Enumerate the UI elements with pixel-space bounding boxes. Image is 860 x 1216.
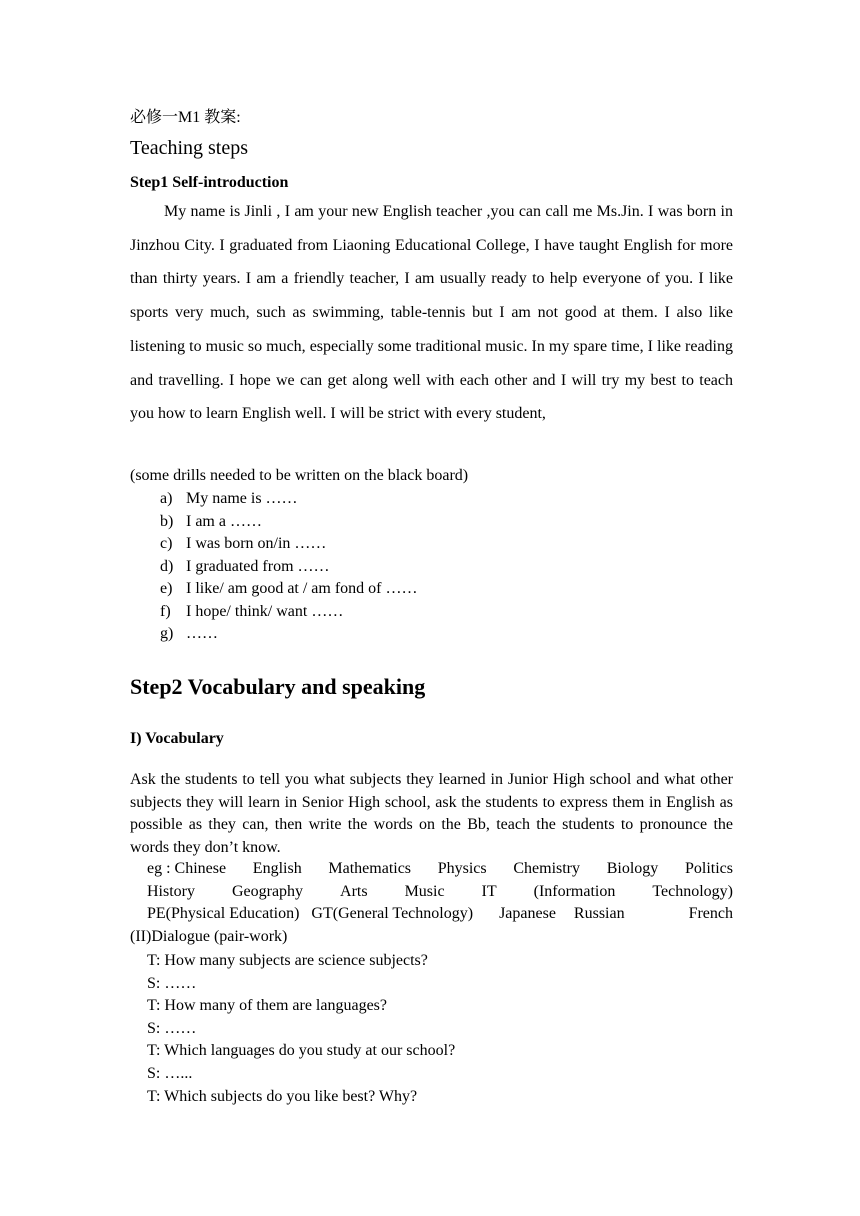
dialogue-heading: (II)Dialogue (pair-work)	[130, 928, 288, 945]
list-item	[160, 556, 418, 579]
list-text: I like/ am good at / am fond of ……	[186, 580, 418, 597]
drills-list	[160, 488, 418, 646]
list-text: ……	[186, 625, 218, 642]
dialogue-line: T: How many subjects are science subjects?	[147, 952, 428, 969]
dialogue-line: T: Which subjects do you like best? Why?	[147, 1087, 418, 1105]
document-header: 必修一M1 教案:	[130, 109, 241, 126]
vocabulary-paragraph: Ask the students to tell you what subjects they learned in Junior High school and what other subjects they will learn in Senior High school, ask the students to express them in English as possible as they can, then write the words on the Bb, teach the students to pronounce the words they don’t know.	[130, 771, 733, 856]
dialogue-line: S: ……	[147, 1019, 197, 1037]
list-marker: g)	[160, 625, 174, 642]
subject-word: Music	[404, 883, 445, 900]
subject-word: eg : Chinese	[147, 860, 227, 877]
list-text: I hope/ think/ want ……	[186, 602, 344, 620]
subjects-row-2	[147, 883, 733, 901]
list-item	[160, 533, 418, 556]
subject-word: Mathematics	[328, 860, 412, 877]
subject-word: History	[147, 883, 195, 900]
subject-word: Biology	[606, 860, 659, 877]
subject-word: Physics	[437, 860, 487, 877]
list-marker: e)	[160, 580, 173, 597]
step1-heading: Step1 Self-introduction	[130, 174, 289, 191]
dialogue-line: T: How many of them are languages?	[147, 997, 388, 1015]
subject-word: Geography	[231, 883, 304, 900]
subject-word: IT	[481, 883, 497, 900]
list-marker: c)	[160, 535, 173, 552]
subject-word: PE(Physical Education)	[147, 905, 300, 922]
list-marker: d)	[160, 557, 174, 575]
list-marker: f)	[160, 602, 171, 620]
list-item	[160, 578, 418, 601]
section-title-teaching-steps: Teaching steps	[130, 137, 249, 159]
dialogue-line: T: Which languages do you study at our school?	[147, 1042, 456, 1060]
list-text: I am a ……	[186, 512, 262, 530]
vocabulary-heading: I) Vocabulary	[130, 730, 224, 747]
subject-word: English	[252, 860, 302, 877]
subject-word: Japanese	[499, 905, 556, 922]
subject-word: GT(General Technology)	[311, 905, 474, 922]
list-item	[160, 601, 418, 624]
subjects-row-1	[147, 860, 733, 878]
subject-word: Technology)	[652, 883, 733, 900]
subject-word: Chemistry	[513, 860, 581, 877]
subject-word: Politics	[684, 860, 733, 877]
subject-word: Arts	[340, 883, 368, 900]
list-item	[160, 488, 418, 511]
list-item	[160, 623, 418, 646]
drills-note: (some drills needed to be written on the black board)	[130, 467, 469, 484]
self-introduction-paragraph	[130, 195, 733, 431]
dialogue-line: S: ……	[147, 974, 197, 992]
dialogue-lines	[147, 950, 455, 1108]
list-marker: b)	[160, 512, 174, 530]
subject-word: French	[688, 905, 733, 922]
list-text: I graduated from ……	[186, 557, 330, 575]
subject-word: (Information	[533, 883, 616, 900]
list-text: My name is ……	[186, 490, 298, 507]
subject-word: Russian	[573, 905, 625, 922]
list-text: I was born on/in ……	[186, 535, 327, 552]
step2-heading: Step2 Vocabulary and speaking	[130, 674, 426, 699]
dialogue-line: S: …...	[147, 1064, 193, 1082]
subjects-row-3	[147, 905, 733, 923]
list-marker: a)	[160, 490, 173, 507]
self-introduction-text: My name is Jinli , I am your new English teacher ,you can call me Ms.Jin. I was born in Jinzhou City. I graduated from Liaoning Educational College, I have taught English for more than thirty years. I am a friendly teacher, I am usually ready to help everyone of you. I like sports very much, such as swimming, table-tennis but I am not good at them. I also like listening to music so much, especially some traditional music. In my spare time, I like reading and travelling. I hope we can get along well with each other and I will try my best to teach you how to learn English well. I will be strict with every student,	[130, 203, 733, 423]
list-item	[160, 511, 418, 534]
